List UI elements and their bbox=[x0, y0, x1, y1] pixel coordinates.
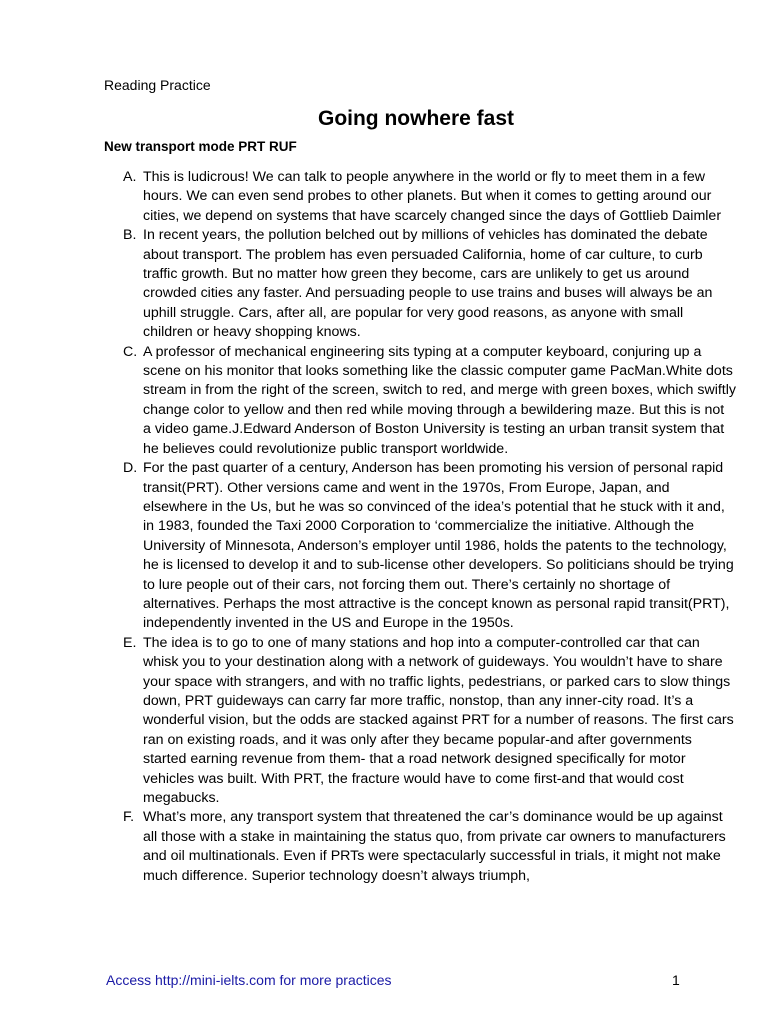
section-list bbox=[104, 168, 736, 948]
document-subheading: New transport mode PRT RUF bbox=[104, 139, 297, 154]
page-number: 1 bbox=[672, 972, 680, 988]
section-text: A professor of mechanical engineering sits typing at a computer keyboard, conjuring up a scene on his monitor that looks something like the classic computer game PacMan.White dots stream in from the right of the screen, switch to red, and merge with green boxes, which swiftly change color to yellow and then red while moving through a bewildering maze. But this is not a video game.J.Edward Anderson of Boston University is testing an urban transit system that he believes could revolutionize public transport worldwide. bbox=[143, 343, 736, 457]
section-b bbox=[104, 226, 736, 342]
section-letter: D. bbox=[123, 460, 138, 477]
section-letter: C. bbox=[123, 343, 138, 360]
header-label: Reading Practice bbox=[104, 77, 211, 93]
section-text: This is ludicrous! We can talk to people anywhere in the world or fly to meet them in a few hours. We can even send probes to other planets. But when it comes to getting around our cities, we depend on systems that have scarcely changed since the days of Gottlieb Daimler bbox=[143, 169, 722, 224]
section-text: What’s more, any transport system that threatened the car’s dominance would be up against all those with a stake in maintaining the status quo, from private car owners to manufacturers and oil multinationals. Even if PRTs were spectacularly successful in trials, it might not make much difference. Superior technology doesn’t always triumph, bbox=[143, 809, 726, 884]
section-d bbox=[104, 459, 736, 634]
section-e bbox=[104, 634, 736, 809]
section-text: The idea is to go to one of many stations and hop into a computer-controlled car that can whisk you to your destination along with a network of guideways. You wouldn’t have to share your space with strangers, and with no traffic lights, pedestrians, or parked cars to slow things down, PRT guideways can carry far more traffic, nonstop, than any inner-city road. It’s a wonderful vision, but the odds are stacked against PRT for a number of reasons. The first cars ran on existing roads, and it was only after they became popular-and after governments started earning revenue from them- that a road network designed specifically for motor vehicles was built. With PRT, the fracture would have to come first-and that would cost megabucks. bbox=[143, 634, 734, 806]
section-f bbox=[104, 808, 736, 886]
section-text: For the past quarter of a century, Anderson has been promoting his version of personal rapid transit(PRT). Other versions came and went in the 1970s, From Europe, Japan, and elsewhere in the Us, but he was so convinced of the idea’s potential that he stuck with it and, in 1983, founded the Taxi 2000 Corporation to ‘commercialize the initiative. Although the University of Minnesota, Anderson’s employer until 1986, holds the patents to the technology, he is licensed to develop it and to sub-license other developers. So politicians should be trying to lure people out of their cars, not forcing them out. There’s certainly no shortage of alternatives. Perhaps the most attractive is the concept known as personal rapid transit(PRT), independently invented in the US and Europe in the 1950s. bbox=[143, 460, 734, 632]
section-letter: F. bbox=[123, 809, 135, 826]
section-letter: E. bbox=[123, 634, 137, 651]
section-text: In recent years, the pollution belched out by millions of vehicles has dominated the debate about transport. The problem has even persuaded California, home of car culture, to curb traffic growth. But no matter how green they become, cars are unlikely to get us around crowded cities any faster. And persuading people to use trains and buses will always be an uphill struggle. Cars, after all, are popular for very good reasons, as anyone with small children or heavy shopping knows. bbox=[143, 227, 713, 341]
footer-link[interactable]: Access http://mini-ielts.com for more practices bbox=[106, 972, 392, 988]
section-letter: A. bbox=[123, 169, 137, 185]
section-a bbox=[104, 168, 736, 226]
section-letter: B. bbox=[123, 227, 137, 244]
section-c bbox=[104, 343, 736, 459]
document-title: Going nowhere fast bbox=[317, 107, 514, 130]
